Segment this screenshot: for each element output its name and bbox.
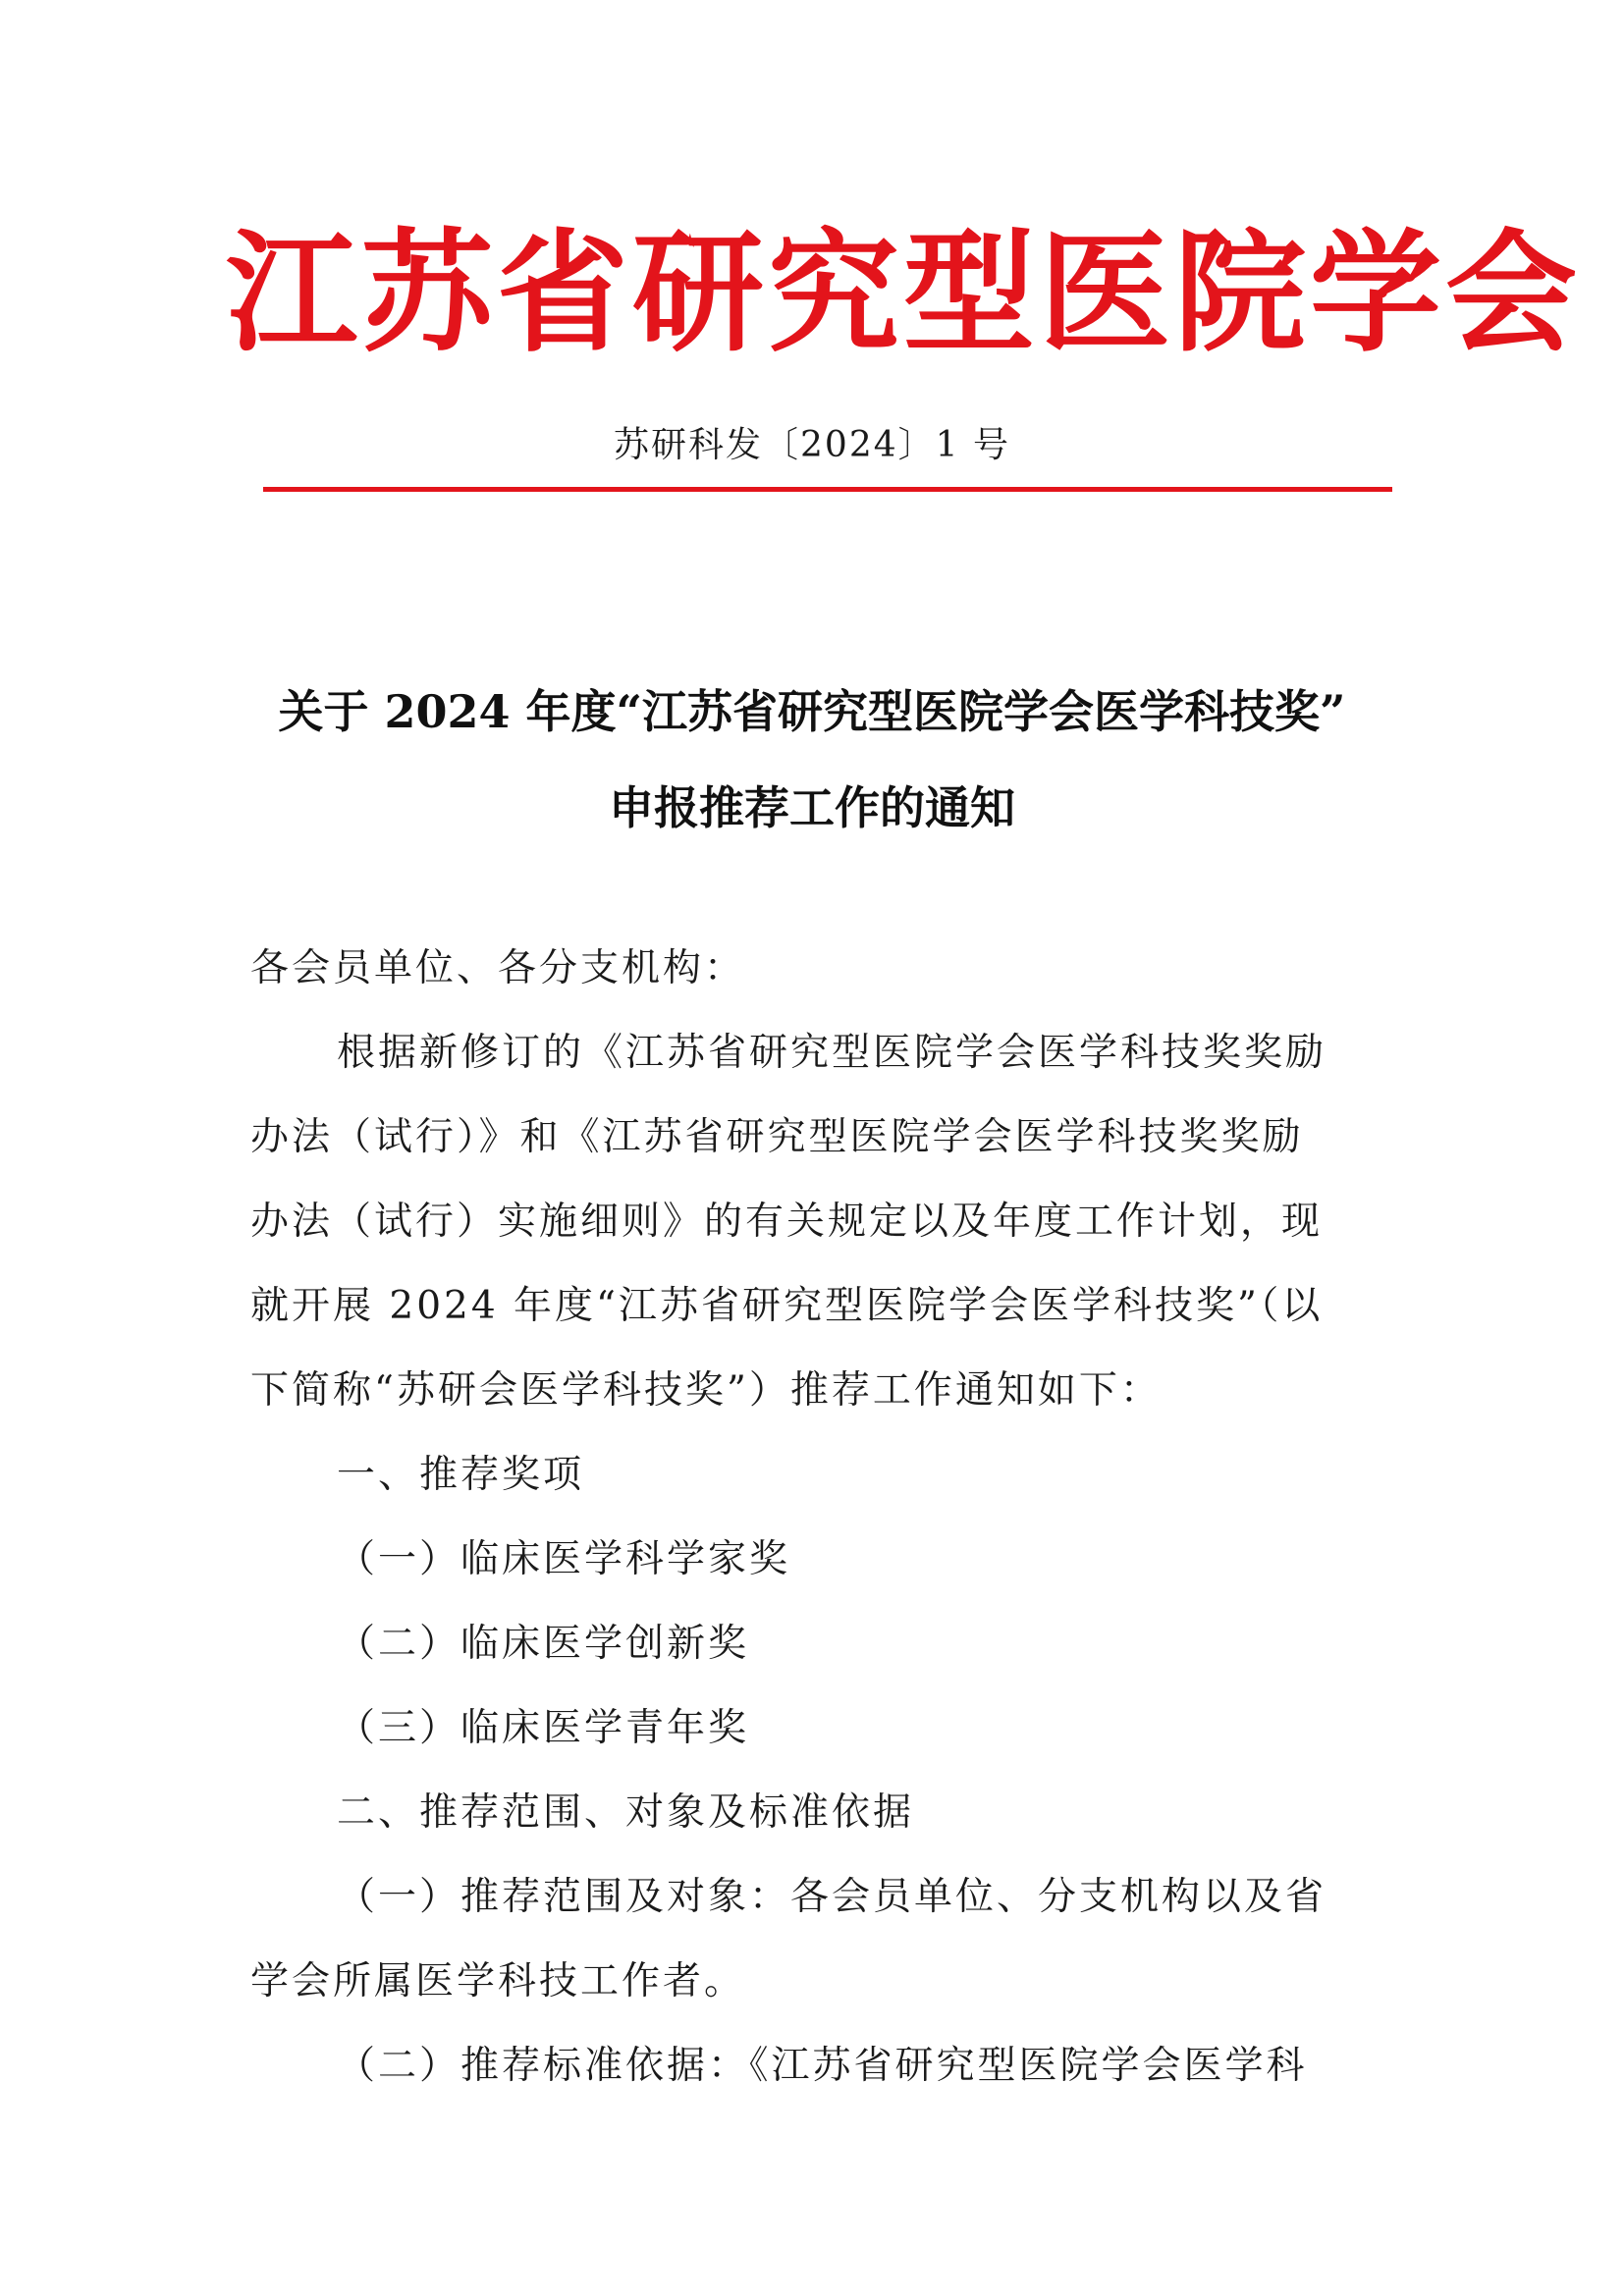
salutation: 各会员单位、各分支机构：: [250, 946, 746, 990]
section-heading-awards: 一、推荐奖项: [337, 1453, 585, 1497]
paragraph-line: 下简称“苏研会医学科技奖”）推荐工作通知如下：: [250, 1368, 1162, 1413]
paragraph-line: 根据新修订的《江苏省研究型医院学会医学科技奖奖励: [337, 1031, 1327, 1075]
letterhead-divider: [263, 487, 1392, 492]
section-heading-scope: 二、推荐范围、对象及标准依据: [337, 1790, 915, 1835]
criteria-item-line: （二）推荐标准依据：《江苏省研究型医院学会医学科: [337, 2044, 1308, 2088]
scope-item-line: 学会所属医学科技工作者。: [250, 1959, 746, 2003]
award-item: （二）临床医学创新奖: [337, 1622, 750, 1666]
award-item: （三）临床医学青年奖: [337, 1706, 750, 1750]
notice-title-line-2: 申报推荐工作的通知: [609, 781, 1015, 834]
scope-item-line: （一）推荐范围及对象：各会员单位、分支机构以及省: [337, 1875, 1327, 1919]
notice-title: [157, 664, 1467, 856]
notice-body: [250, 927, 1380, 2109]
paragraph-line: 办法（试行）》和《江苏省研究型医院学会医学科技奖奖励: [250, 1115, 1304, 1159]
paragraph-line: 办法（试行）实施细则》的有关规定以及年度工作计划，现: [250, 1200, 1324, 1244]
document-number: 苏研科发〔2024〕1 号: [614, 425, 1010, 465]
notice-title-line-1: 关于 2024 年度“江苏省研究型医院学会医学科技奖”: [278, 685, 1346, 738]
award-item: （一）临床医学科学家奖: [337, 1537, 791, 1581]
paragraph-line: 就开展 2024 年度“江苏省研究型医院学会医学科技奖”（以: [250, 1284, 1324, 1328]
organization-letterhead: 江苏省研究型医院学会: [226, 215, 1582, 370]
